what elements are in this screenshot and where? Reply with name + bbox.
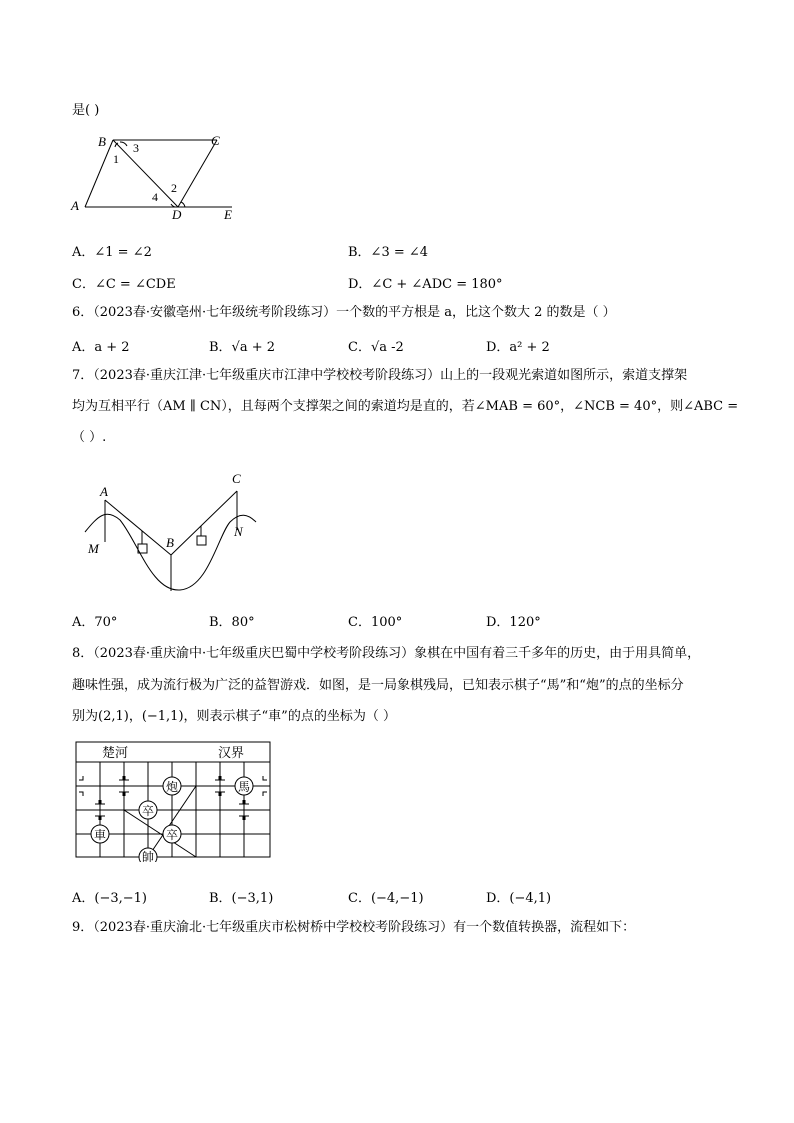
label-A: A: [71, 198, 79, 213]
q7-option-c: C．100°: [348, 615, 403, 630]
label-C: C: [211, 133, 220, 148]
label-M: M: [88, 541, 99, 556]
label-E: E: [224, 207, 232, 222]
q6-option-a: A．a + 2: [72, 340, 130, 355]
q5-tail-text: 是( ): [72, 103, 100, 118]
piece-shuai: 帥: [142, 850, 155, 862]
q8-question-line-1: 8．（2023春·重庆渝中·七年级重庆巴蜀中学校考阶段练习）象棋在中国有着三千多年的历史，由于用具简单，: [72, 646, 701, 661]
q5-option-b: B．∠3 = ∠4: [348, 245, 429, 260]
piece-pao: 炮: [166, 780, 179, 794]
q6-option-d: D．a² + 2: [486, 340, 550, 355]
angle-2-label: 2: [171, 181, 177, 195]
piece-zu-2: 卒: [166, 828, 179, 842]
label-B: B: [166, 535, 174, 550]
q7-cableway-figure: [80, 464, 260, 596]
label-N: N: [234, 524, 243, 539]
q8-question-line-3: 别为(2,1)，(−1,1)，则表示棋子“車”的点的坐标为（ ）: [72, 709, 396, 724]
q5-option-c: C．∠C = ∠CDE: [72, 277, 176, 292]
q5-option-d: D．∠C + ∠ADC = 180°: [348, 277, 503, 292]
piece-ma: 馬: [238, 780, 251, 794]
angle-4-label: 4: [152, 190, 158, 204]
board-title-right: 汉界: [218, 745, 245, 760]
piece-zu-1: 卒: [142, 804, 155, 818]
angle-3-label: 3: [133, 141, 139, 155]
q8-option-b: B．(−3,1): [209, 891, 274, 906]
q7-option-d: D．120°: [486, 615, 541, 630]
q8-question-line-2: 趣味性强，成为流行极为广泛的益智游戏．如图，是一局象棋残局，已知表示棋子“馬”和“炮”的点的坐标分: [72, 678, 684, 693]
q5-option-a: A．∠1 = ∠2: [72, 245, 152, 260]
q7-option-a: A．70°: [72, 615, 118, 630]
board-title-left: 楚河: [102, 745, 129, 760]
q7-question-line-1: 7．（2023春·重庆江津·七年级重庆市江津中学校校考阶段练习）山上的一段观光索道如图所示，索道支撑架: [72, 368, 688, 383]
q5-parallelogram-figure: [60, 128, 250, 224]
q8-option-d: D．(−4,1): [486, 891, 552, 906]
angle-1-label: 1: [113, 152, 119, 166]
label-A: A: [100, 484, 108, 499]
label-B: B: [98, 134, 106, 149]
q7-question-line-3: （ ）.: [72, 430, 107, 445]
q7-option-b: B．80°: [209, 615, 255, 630]
q6-question-text: 6．（2023春·安徽亳州·七年级统考阶段练习）一个数的平方根是 a，比这个数大 2 的数是（ ）: [72, 305, 616, 320]
q8-option-a: A．(−3,−1): [72, 891, 147, 906]
piece-ju: 車: [94, 828, 107, 842]
q6-option-c: C．√a -2: [348, 340, 404, 355]
q7-question-line-2: 均为互相平行（AM ∥ CN），且每两个支撑架之间的索道均是直的，若∠MAB = 60°，∠NCB = 40°，则∠ABC =: [72, 399, 739, 414]
label-C: C: [232, 471, 241, 486]
q6-option-b: B．√a + 2: [209, 340, 276, 355]
q8-xiangqi-board: [74, 740, 274, 862]
q9-question-text: 9．（2023春·重庆渝北·七年级重庆市松树桥中学校校考阶段练习）有一个数值转换器，流程如下：: [72, 920, 636, 935]
q8-option-c: C．(−4,−1): [348, 891, 424, 906]
label-D: D: [172, 207, 182, 222]
